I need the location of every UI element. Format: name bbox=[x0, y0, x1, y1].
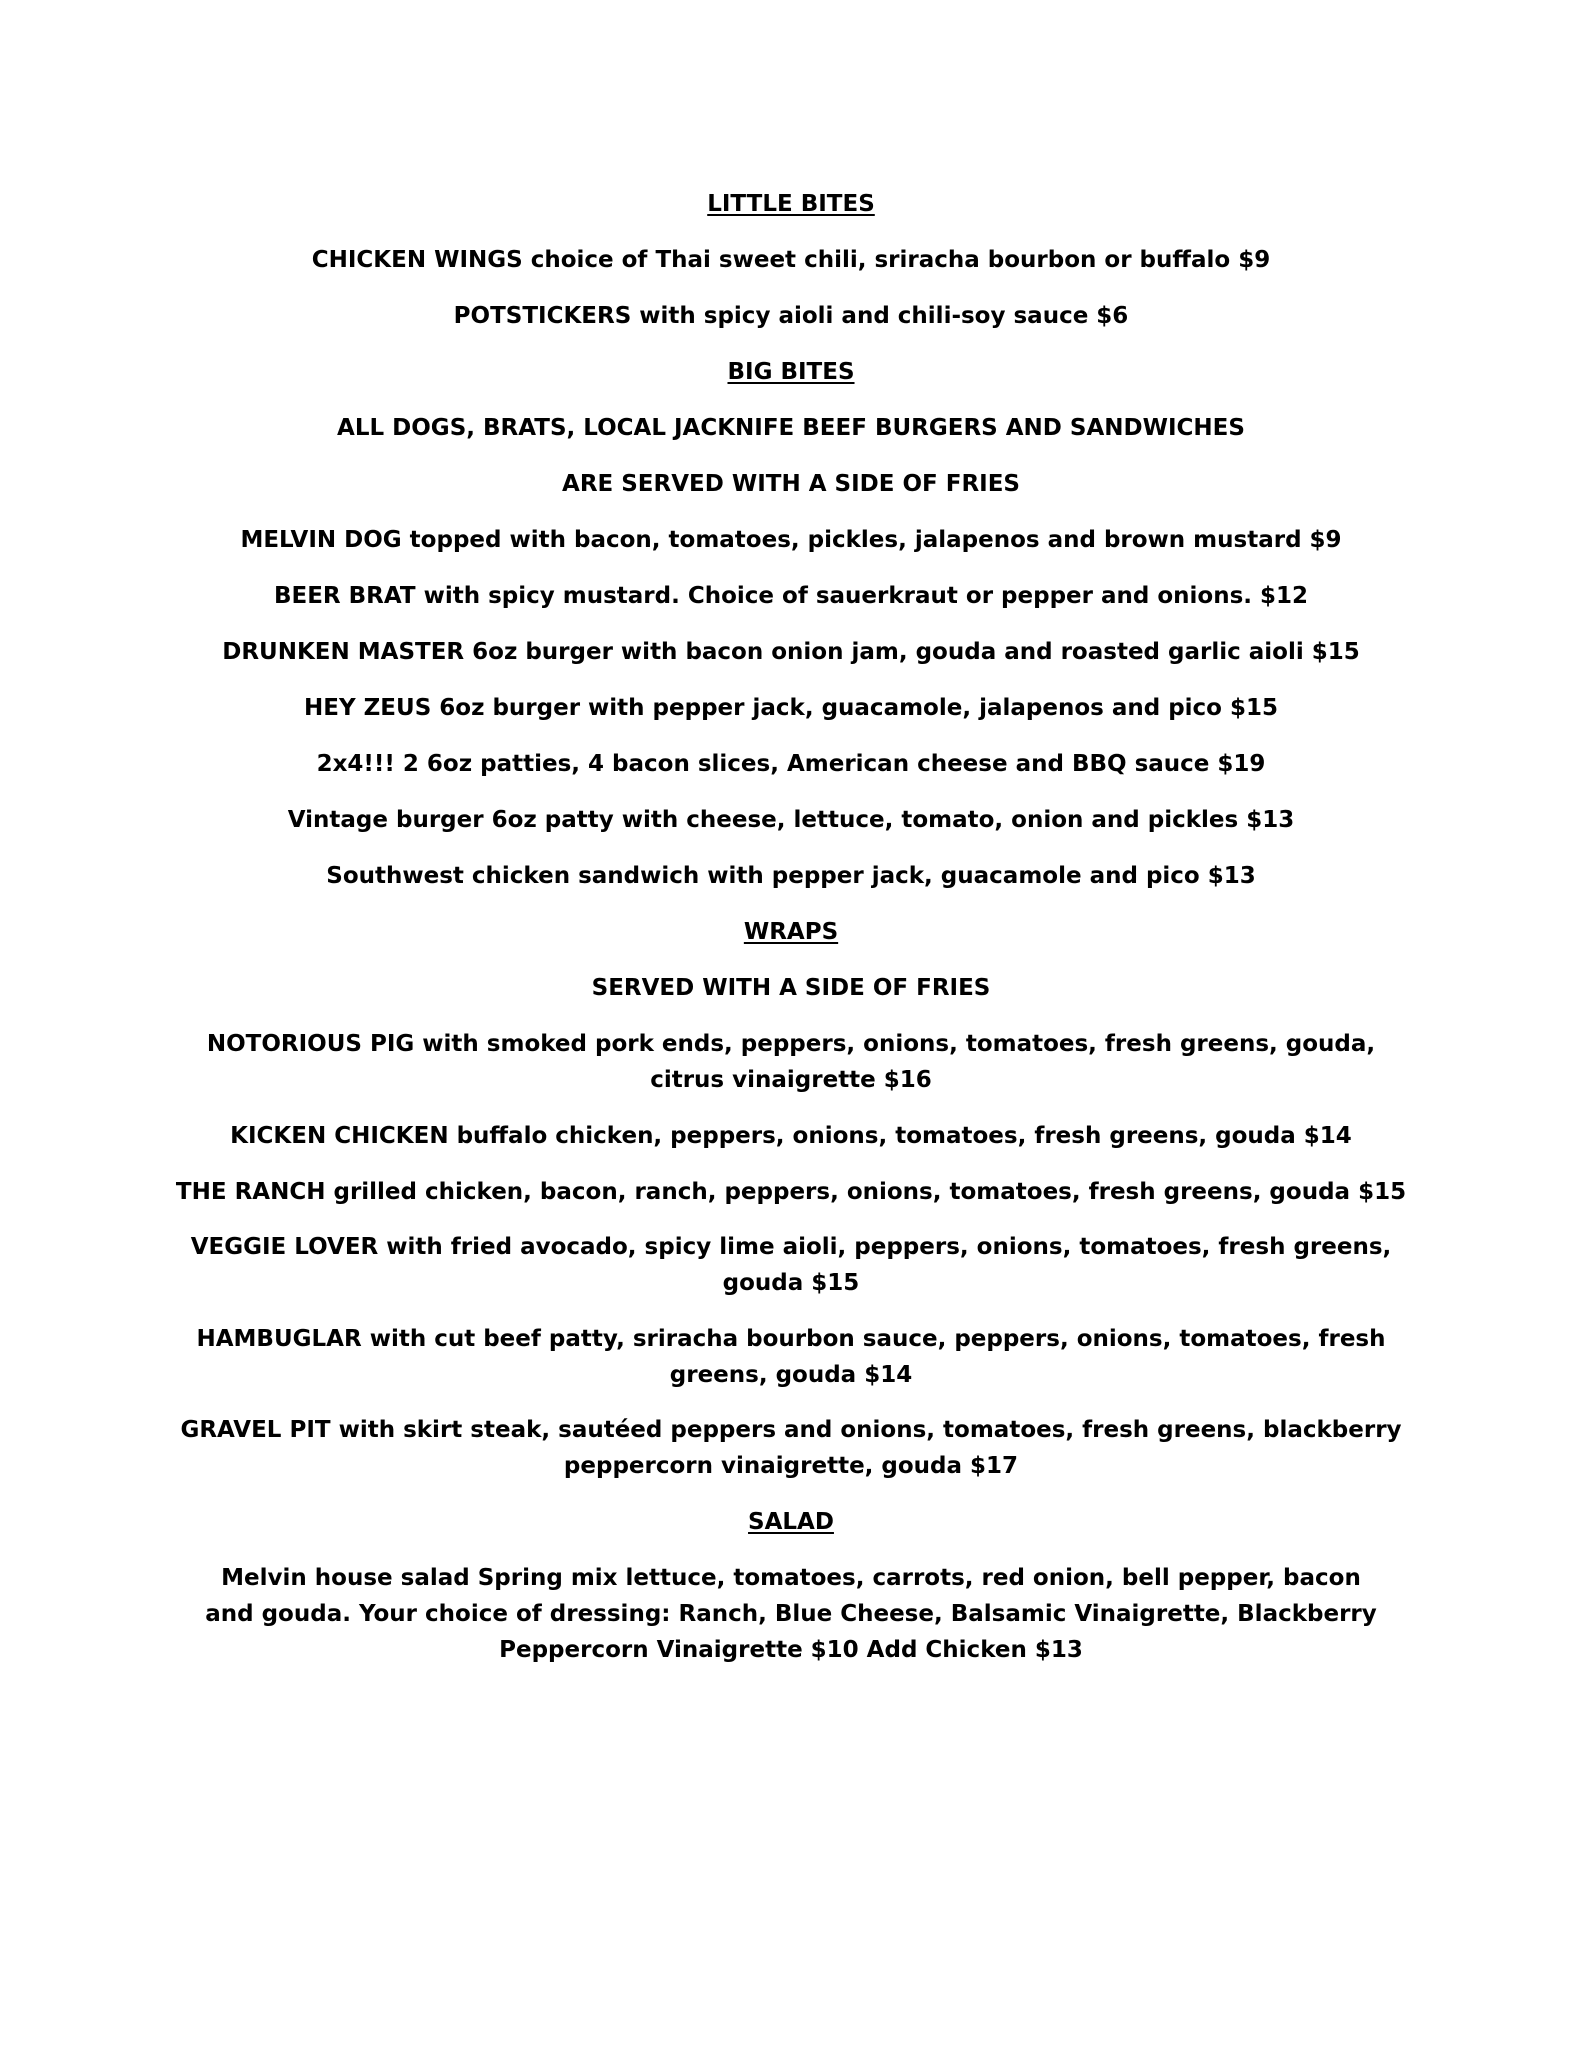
section-note: SERVED WITH A SIDE OF FRIES bbox=[591, 975, 991, 1001]
menu-item-2x4: 2x4!!! 2 6oz patties, 4 bacon slices, American cheese and BBQ sauce $19 bbox=[316, 751, 1266, 777]
menu-item-southwest-chicken: Southwest chicken sandwich with pepper jack, guacamole and pico $13 bbox=[326, 863, 1256, 889]
menu-item-vintage-burger: Vintage burger 6oz patty with cheese, lettuce, tomato, onion and pickles $13 bbox=[287, 807, 1295, 833]
menu-item-potstickers: POTSTICKERS with spicy aioli and chili-soy sauce $6 bbox=[453, 303, 1129, 329]
menu-item-hambuglar: HAMBUGLAR with cut beef patty, sriracha bourbon sauce, peppers, onions, tomatoes, fresh greens, gouda $14 bbox=[196, 1326, 1386, 1388]
menu-item-beer-brat: BEER BRAT with spicy mustard. Choice of sauerkraut or pepper and onions. $12 bbox=[273, 583, 1309, 609]
section-note: ALL DOGS, BRATS, LOCAL JACKNIFE BEEF BURGERS AND SANDWICHES bbox=[337, 415, 1245, 441]
section-heading-big-bites: BIG BITES bbox=[727, 359, 855, 385]
menu-item-melvin-dog: MELVIN DOG topped with bacon, tomatoes, pickles, jalapenos and brown mustard $9 bbox=[240, 527, 1342, 553]
section-heading-little-bites: LITTLE BITES bbox=[707, 191, 875, 217]
menu-item-hey-zeus: HEY ZEUS 6oz burger with pepper jack, guacamole, jalapenos and pico $15 bbox=[304, 695, 1278, 721]
menu-item-drunken-master: DRUNKEN MASTER 6oz burger with bacon onion jam, gouda and roasted garlic aioli $15 bbox=[222, 639, 1360, 665]
menu-item-kicken-chicken: KICKEN CHICKEN buffalo chicken, peppers, onions, tomatoes, fresh greens, gouda $14 bbox=[230, 1123, 1352, 1149]
menu-item-melvin-house-salad: Melvin house salad Spring mix lettuce, tomatoes, carrots, red onion, bell pepper, bacon and gouda. Your choice of dressing: Ranch, Blue Cheese, Balsamic Vinaigrette, Blackberry Peppercorn Vinaigrette $10 Add Chicken $13 bbox=[205, 1565, 1377, 1663]
menu-item-notorious-pig: NOTORIOUS PIG with smoked pork ends, peppers, onions, tomatoes, fresh greens, gouda, citrus vinaigrette $16 bbox=[206, 1031, 1376, 1093]
menu-item-gravel-pit: GRAVEL PIT with skirt steak, sautéed peppers and onions, tomatoes, fresh greens, blackberry peppercorn vinaigrette, gouda $17 bbox=[180, 1417, 1402, 1479]
menu-item-chicken-wings: CHICKEN WINGS choice of Thai sweet chili, sriracha bourbon or buffalo $9 bbox=[311, 247, 1271, 273]
menu-item-veggie-lover: VEGGIE LOVER with fried avocado, spicy lime aioli, peppers, onions, tomatoes, fresh greens, gouda $15 bbox=[190, 1234, 1392, 1296]
section-heading-salad: SALAD bbox=[748, 1509, 834, 1535]
section-note: ARE SERVED WITH A SIDE OF FRIES bbox=[562, 471, 1020, 497]
section-heading-wraps: WRAPS bbox=[743, 919, 839, 945]
menu-item-the-ranch: THE RANCH grilled chicken, bacon, ranch, peppers, onions, tomatoes, fresh greens, gouda $15 bbox=[175, 1179, 1407, 1205]
